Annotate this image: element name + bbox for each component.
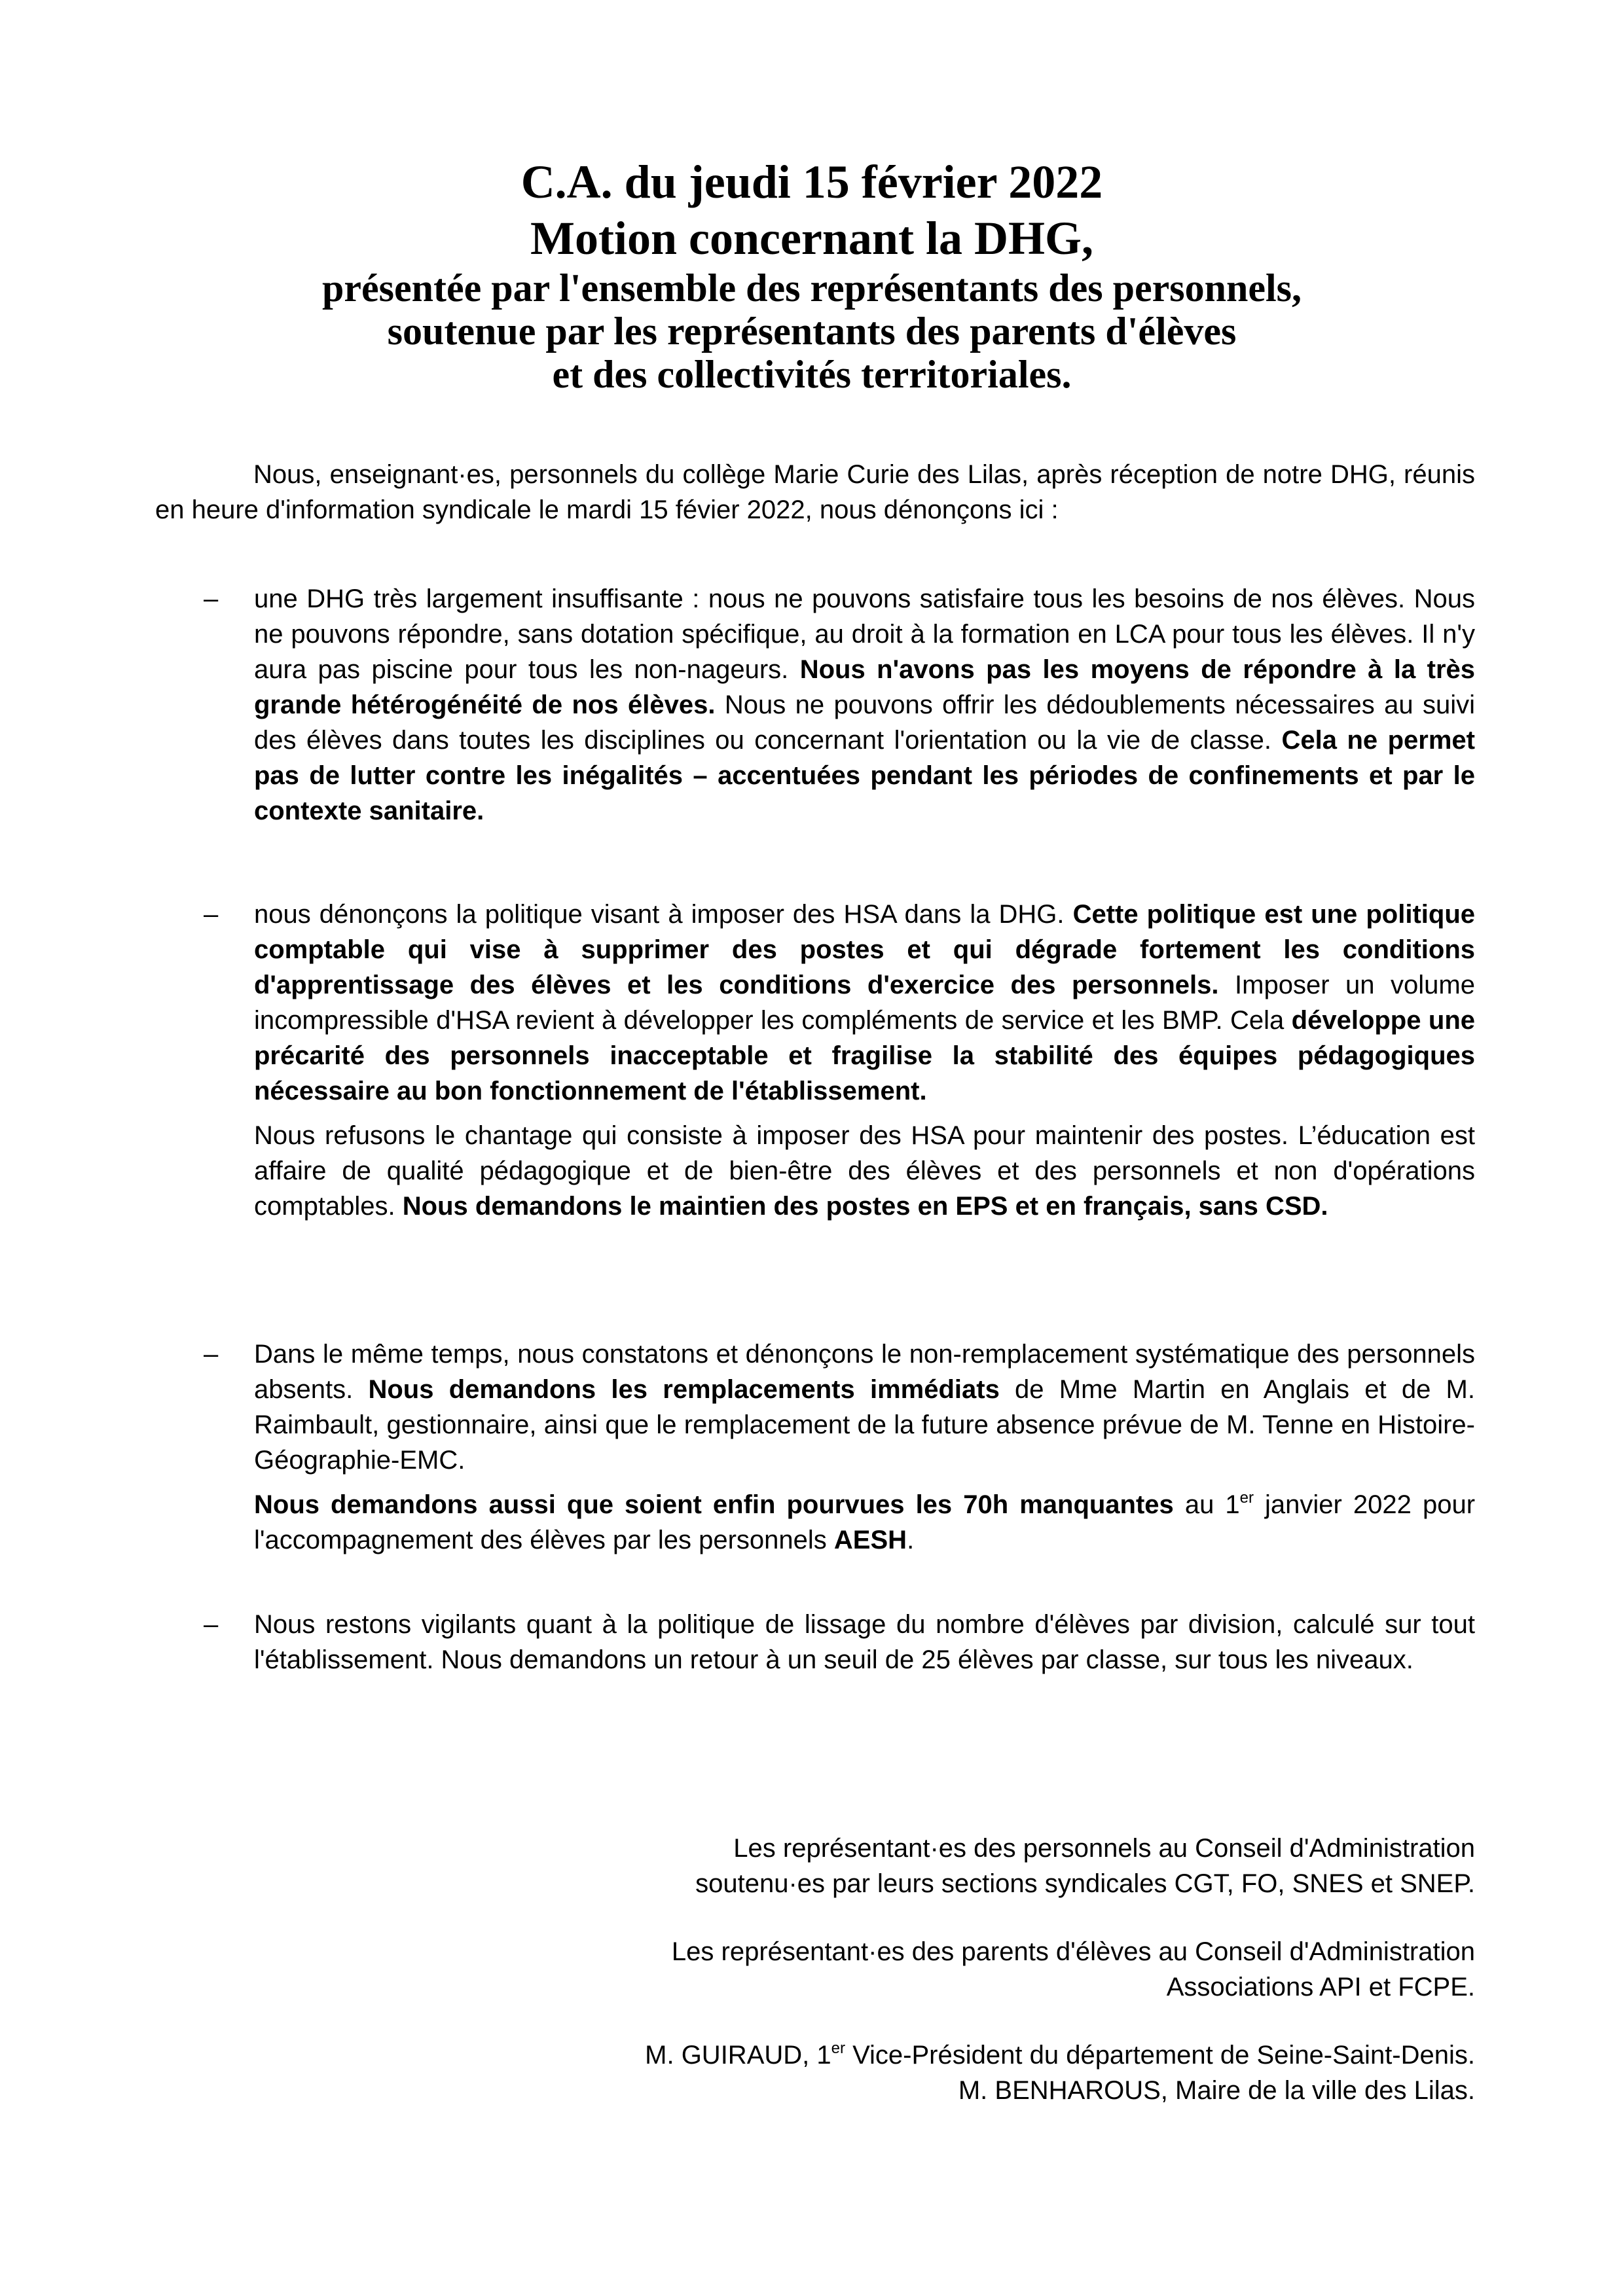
signature-parents: Les représentant·es des parents d'élèves au Conseil d'Administration Associations API et FCPE. xyxy=(671,1937,1475,2001)
title-line-motion: Motion concernant la DHG, xyxy=(530,212,1093,264)
bullet-dhg-insuffisante xyxy=(204,581,1476,829)
bullet-lissage xyxy=(204,1607,1475,1677)
bullet-paragraph: Nous restons vigilants quant à la politique de lissage du nombre d'élèves par division, calculé sur tout l'établissement. Nous demandons un retour à un seuil de 25 élèves par classe, sur tous les niveaux. xyxy=(254,1610,1475,1674)
signature-benharous: M. BENHAROUS, Maire de la ville des Lilas. xyxy=(958,2076,1475,2105)
title-line-supported: soutenue par les représentants des parents d'élèves xyxy=(387,310,1237,353)
title-line-date: C.A. du jeudi 15 février 2022 xyxy=(520,156,1103,208)
bullet-paragraph: une DHG très largement insuffisante : nous ne pouvons satisfaire tous les besoins de nos élèves. Nous ne pouvons répondre, sans dotation spécifique, au droit à la formation en LCA pour tous les élèves. Il n'y aura pas piscine pour tous les non-nageurs. Nous n'avons pas les moyens de répondre à la très grande hétérogénéité de nos élèves. Nous ne pouvons offrir les dédoublements nécessaires au suivi des élèves dans toutes les disciplines ou concernant l'orientation ou la vie de classe. Cela ne permet pas de lutter contre les inégalités – accentuées pendant les périodes de confinements et par le contexte sanitaire. xyxy=(254,584,1476,825)
bullet-paragraph-2: Nous refusons le chantage qui consiste à imposer des HSA pour maintenir des postes. L’éducation est affaire de qualité pédagogique et de bien-être des élèves et des personnels et non d'opérations comptables. Nous demandons le maintien des postes en EPS et en français, sans CSD. xyxy=(254,1121,1475,1221)
bullet-dash: – xyxy=(204,584,219,613)
bullet-dash: – xyxy=(204,1610,219,1639)
title-line-collectivities: et des collectivités territoriales. xyxy=(552,353,1072,396)
bullet-dash: – xyxy=(204,900,219,929)
signature-elus xyxy=(297,2037,1475,2108)
bullet-dash: – xyxy=(204,1340,219,1369)
title-line-presented: présentée par l'ensemble des représentants des personnels, xyxy=(321,266,1302,310)
document-title xyxy=(157,154,1467,396)
signature-personnels: Les représentant·es des personnels au Conseil d'Administration soutenu·es par leurs sections syndicales CGT, FO, SNES et SNEP. xyxy=(695,1834,1475,1898)
intro-paragraph: Nous, enseignant·es, personnels du collège Marie Curie des Lilas, après réception de notre DHG, réunis en heure d'information syndicale le mardi 15 févier 2022, nous dénonçons ici : xyxy=(155,460,1475,524)
bullet-paragraph-2: Nous demandons aussi que soient enfin pourvues les 70h manquantes au 1er janvier 2022 pour l'accompagnement des élèves par les personnels AESH. xyxy=(254,1489,1476,1554)
bullet-remplacements xyxy=(204,1336,1476,1558)
bullet-paragraph: Dans le même temps, nous constatons et dénonçons le non-remplacement systématique des personnels absents. Nous demandons les remplacements immédiats de Mme Martin en Anglais et de M. Raimbault, gestionnaire, ainsi que le remplacement de la future absence prévue de M. Tenne en Histoire-Géographie-EMC. xyxy=(254,1340,1475,1475)
signature-guiraud: M. GUIRAUD, 1er Vice-Président du département de Seine-Saint-Denis. xyxy=(645,2039,1475,2070)
bullet-hsa xyxy=(204,897,1475,1224)
bullet-paragraph: nous dénonçons la politique visant à imposer des HSA dans la DHG. Cette politique est une politique comptable qui vise à supprimer des postes et qui dégrade fortement les conditions d'apprentissage des élèves et les conditions d'exercice des personnels. Imposer un volume incompressible d'HSA revient à développer les compléments de service et les BMP. Cela développe une précarité des personnels inacceptable et fragilise la stabilité des équipes pédagogiques nécessaire au bon fonctionnement de l'établissement. xyxy=(254,900,1475,1105)
